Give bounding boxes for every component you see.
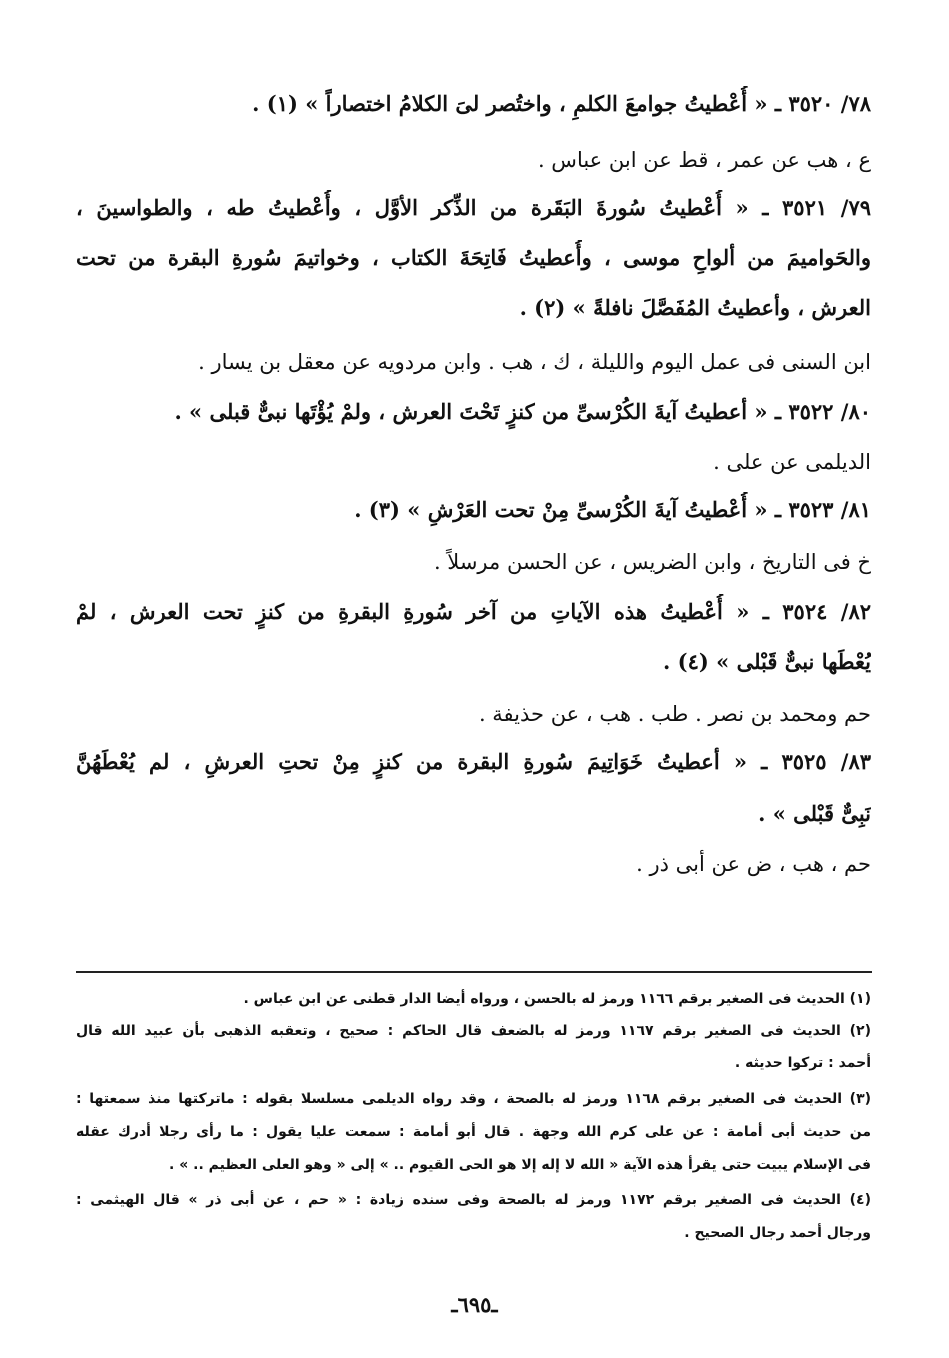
footnote-4-line-1: (٤) الحديث فى الصغير برقم ١١٧٢ ورمز له بالصحة وفى سنده زيادة : « حم ، عن أبى ذر » قال الهيثمى : — [76, 1192, 871, 1208]
source-line-83: حم ، هب ، ض عن أبى ذر . — [636, 852, 871, 876]
hadith-79-line-1: ٧٩/ ٣٥٢١ ـ « أُعْطيتُ سُورةَ البَقَرة من الذِّكر الأوَّل ، وأُعْطيتُ طه ، والطواسينَ ، — [76, 195, 871, 220]
hadith-82-line-1: ٨٢/ ٣٥٢٤ ـ « أُعْطيتُ هذه الآياتِ من آخر سُورةِ البقرةِ من كنزٍ تحت العرش ، لمْ — [76, 599, 871, 624]
source-line-80: الديلمى عن على . — [713, 450, 871, 474]
hadith-81-line: ٨١/ ٣٥٢٣ ـ « أُعْطيتُ آيةَ الكُرْسىِّ مِنْ تحت العَرْشِ » (٣) . — [354, 497, 871, 522]
source-line-81: خ فى التاريخ ، وابن الضريس ، عن الحسن مرسلاً . — [433, 550, 871, 574]
hadith-83-line-2: نَبِىٌّ قَبْلى » . — [758, 801, 871, 826]
footnote-1: (١) الحديث فى الصغير برقم ١١٦٦ ورمز له بالحسن ، ورواه أيضا الدار قطنى عن ابن عباس . — [243, 991, 871, 1007]
footnote-2-line-2: أحمد : تركوا حديثه . — [734, 1055, 871, 1071]
hadith-79-line-3: العرش ، وأعطيتُ المُفَصَّلَ نافلةً » (٢) . — [519, 295, 871, 320]
footnote-3-line-1: (٣) الحديث فى الصغير برقم ١١٦٨ ورمز له بالصحة ، وقد رواه الديلمى مسلسلا بقوله : ماتركتها منذ سمعتها : — [76, 1091, 871, 1107]
source-line-82: حم ومحمد بن نصر . طب . هب ، عن حذيفة . — [478, 702, 871, 726]
footnote-3-line-2: من حديث أبى أمامة : عن على كرم الله وجهة . قال أبو أمامة : سمعت عليا يقول : ما رأى رجلا أدرك عقله — [76, 1124, 871, 1140]
footnote-4-line-2: ورجال أحمد رجال الصحيح . — [684, 1225, 871, 1241]
hadith-79-line-2: والحَواميمَ من ألواحِ موسى ، وأُعطيتُ فَاتِحَةَ الكتاب ، وخواتيمَ سُورةِ البقرة من تحت — [76, 245, 871, 270]
footnote-3-line-3: فى الإسلام يبيت حتى يقرأ هذه الآية « الله لا إله إلا هو الحى القيوم .. » إلى « وهو العلى العظيم .. » . — [169, 1157, 871, 1173]
hadith-83-line-1: ٨٣/ ٣٥٢٥ ـ « أعطيتُ خَوَاتِيمَ سُورةِ البقرة من كنزٍ مِنْ تحتِ العرشِ ، لم يُعْطَهُنَّ — [76, 749, 871, 774]
source-line-78: ع ، هب عن عمر ، قط عن ابن عباس . — [537, 148, 871, 172]
hadith-82-line-2: يُعْطَها نبىٌّ قَبْلى » (٤) . — [663, 649, 871, 674]
footnote-2-line-1: (٢) الحديث فى الصغير برقم ١١٦٧ ورمز له بالضعف قال الحاكم : صحيح ، وتعقبه الذهبى بأن عبيد الله قال — [76, 1023, 871, 1039]
page-number: ـ٦٩٥ـ — [451, 1292, 498, 1317]
hadith-78-line: ٧٨/ ٣٥٢٠ ـ « أُعْطيتُ جوامعَ الكلمِ ، واختُصر لىَ الكلامُ اختصاراً » (١) . — [252, 91, 871, 116]
source-line-79: ابن السنى فى عمل اليوم والليلة ، ك ، هب . وابن مردويه عن معقل بن يسار . — [198, 350, 871, 374]
footnote-divider — [76, 971, 872, 973]
hadith-80-line: ٨٠/ ٣٥٢٢ ـ « أعطيتُ آيةَ الكُرْسىِّ من كنزٍ تَحْتَ العرش ، ولمْ يُؤْتَها نبىٌّ قبلى » . — [174, 399, 871, 424]
